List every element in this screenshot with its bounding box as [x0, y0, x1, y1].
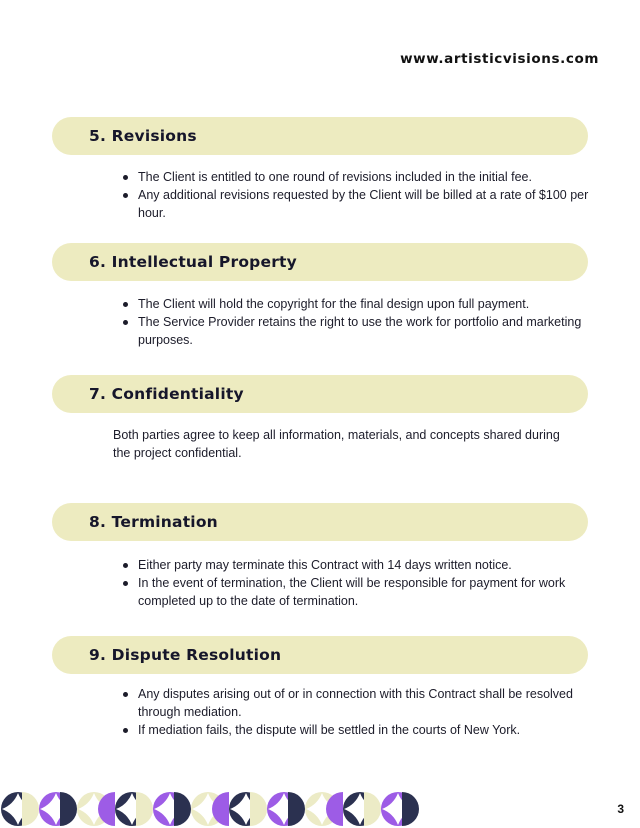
section-title: 5. Revisions [89, 127, 197, 145]
section-header-termination [52, 503, 588, 541]
half-circle-shape [60, 792, 77, 826]
half-circle-shape [364, 792, 381, 826]
list-item: In the event of termination, the Client will be responsible for payment for work completed up to the date of termination. [120, 574, 590, 610]
half-circle-shape [22, 792, 39, 826]
section-header-confidentiality [52, 375, 588, 413]
dispute-resolution-list [120, 685, 590, 739]
half-circle-shape [288, 792, 305, 826]
section-header-intellectual-property [52, 243, 588, 281]
revisions-list [120, 168, 590, 222]
termination-list [120, 556, 590, 610]
section-header-revisions [52, 117, 588, 155]
section-header-dispute-resolution [52, 636, 588, 674]
list-item: The Client is entitled to one round of revisions included in the initial fee. [120, 168, 590, 186]
half-circle-shape [402, 792, 419, 826]
list-item: If mediation fails, the dispute will be settled in the courts of New York. [120, 721, 590, 739]
page-number: 3 [617, 802, 624, 816]
section-title: 7. Confidentiality [89, 385, 244, 403]
section-title: 9. Dispute Resolution [89, 646, 282, 664]
section-title: 6. Intellectual Property [89, 253, 297, 271]
confidentiality-paragraph: Both parties agree to keep all information, materials, and concepts shared during the project confidential. [113, 428, 560, 460]
decorative-pattern-strip [0, 790, 605, 828]
list-item: Any additional revisions requested by the Client will be billed at a rate of $100 per hour. [120, 186, 590, 222]
intellectual-property-list [120, 295, 590, 349]
site-url: www.artisticvisions.com [400, 51, 599, 67]
half-circle-shape [250, 792, 267, 826]
section-title: 8. Termination [89, 513, 218, 531]
half-circle-shape [136, 792, 153, 826]
half-circle-shape [174, 792, 191, 826]
list-item: The Client will hold the copyright for the final design upon full payment. [120, 295, 590, 313]
list-item: Any disputes arising out of or in connection with this Contract shall be resolved through mediation. [120, 685, 590, 721]
list-item: The Service Provider retains the right to use the work for portfolio and marketing purposes. [120, 313, 590, 349]
list-item: Either party may terminate this Contract with 14 days written notice. [120, 556, 590, 574]
